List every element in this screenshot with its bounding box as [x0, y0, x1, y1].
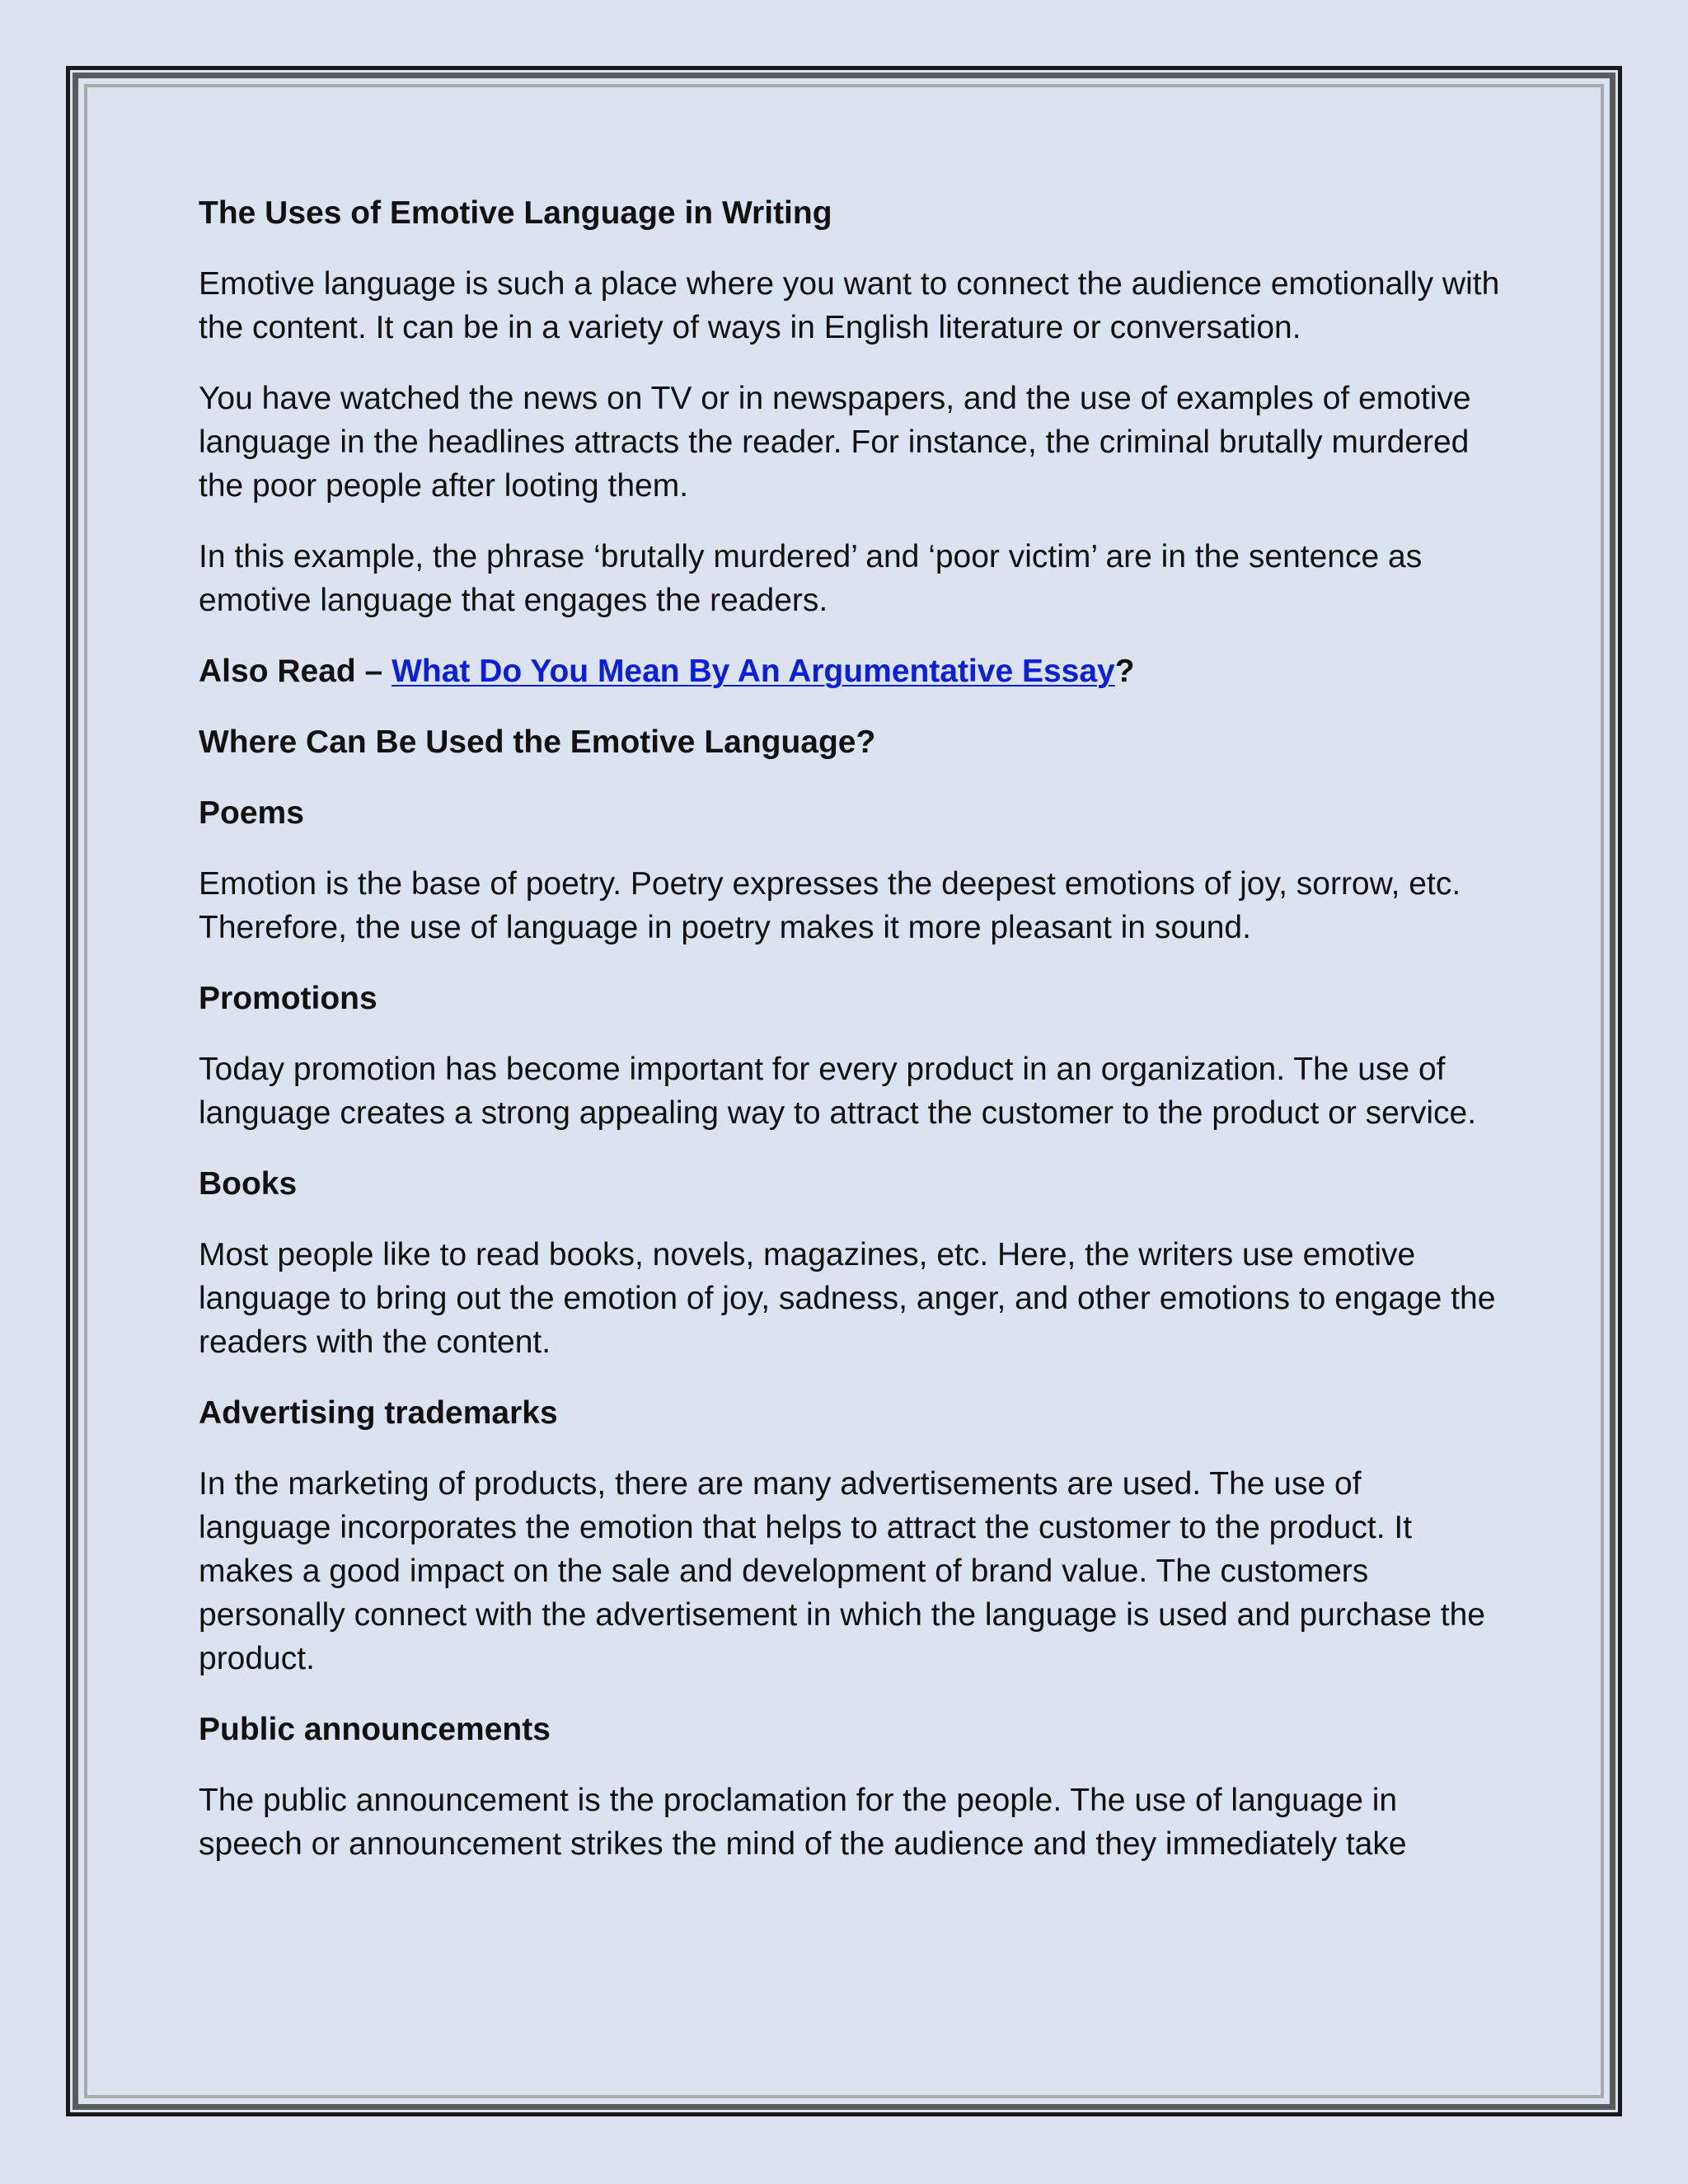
also-read-line [199, 649, 1501, 693]
subheading-books: Books [199, 1166, 298, 1202]
document-title: The Uses of Emotive Language in Writing [199, 195, 832, 231]
advertising-paragraph: In the marketing of products, there are many advertisements are used. The use of language incorporates the emotion that helps to attract the customer to the product. It makes a good impact on the sale and development of brand value. The customers personally connect with the advertisement in which the language is used and purchase the product. [199, 1466, 1485, 1676]
promotions-paragraph: Today promotion has become important for every product in an organization. The use of language creates a strong appealing way to attract the customer to the product or service. [199, 1052, 1477, 1131]
intro-paragraph: You have watched the news on TV or in newspapers, and the use of examples of emotive language in the headlines attracts the reader. For instance, the criminal brutally murdered the poor people after looting them. [199, 381, 1471, 504]
subheading-public-announcements: Public announcements [199, 1712, 551, 1747]
subheading-promotions: Promotions [199, 981, 377, 1016]
public-announcements-paragraph: The public announcement is the proclamation for the people. The use of language in speech or announcement strikes the mind of the audience and they immediately take [199, 1783, 1407, 1862]
subheading-advertising-trademarks: Advertising trademarks [199, 1395, 558, 1431]
intro-paragraph: Emotive language is such a place where you want to connect the audience emotionally with the content. It can be in a variety of ways in English literature or conversation. [199, 266, 1500, 345]
document-body [199, 191, 1501, 1893]
poems-paragraph: Emotion is the base of poetry. Poetry expresses the deepest emotions of joy, sorrow, etc. Therefore, the use of language in poetry makes it more pleasant in sound. [199, 866, 1461, 945]
also-read-prefix: Also Read – [199, 654, 392, 689]
argumentative-essay-link[interactable]: What Do You Mean By An Argumentative Essay [392, 654, 1115, 689]
section-heading: Where Can Be Used the Emotive Language? [199, 724, 876, 760]
subheading-poems: Poems [199, 795, 304, 831]
books-paragraph: Most people like to read books, novels, magazines, etc. Here, the writers use emotive language to bring out the emotion of joy, sadness, anger, and other emotions to engage the readers with the content. [199, 1237, 1496, 1360]
also-read-suffix: ? [1114, 654, 1135, 689]
intro-paragraph: In this example, the phrase ‘brutally murdered’ and ‘poor victim’ are in the sentence as emotive language that engages the readers. [199, 539, 1423, 618]
